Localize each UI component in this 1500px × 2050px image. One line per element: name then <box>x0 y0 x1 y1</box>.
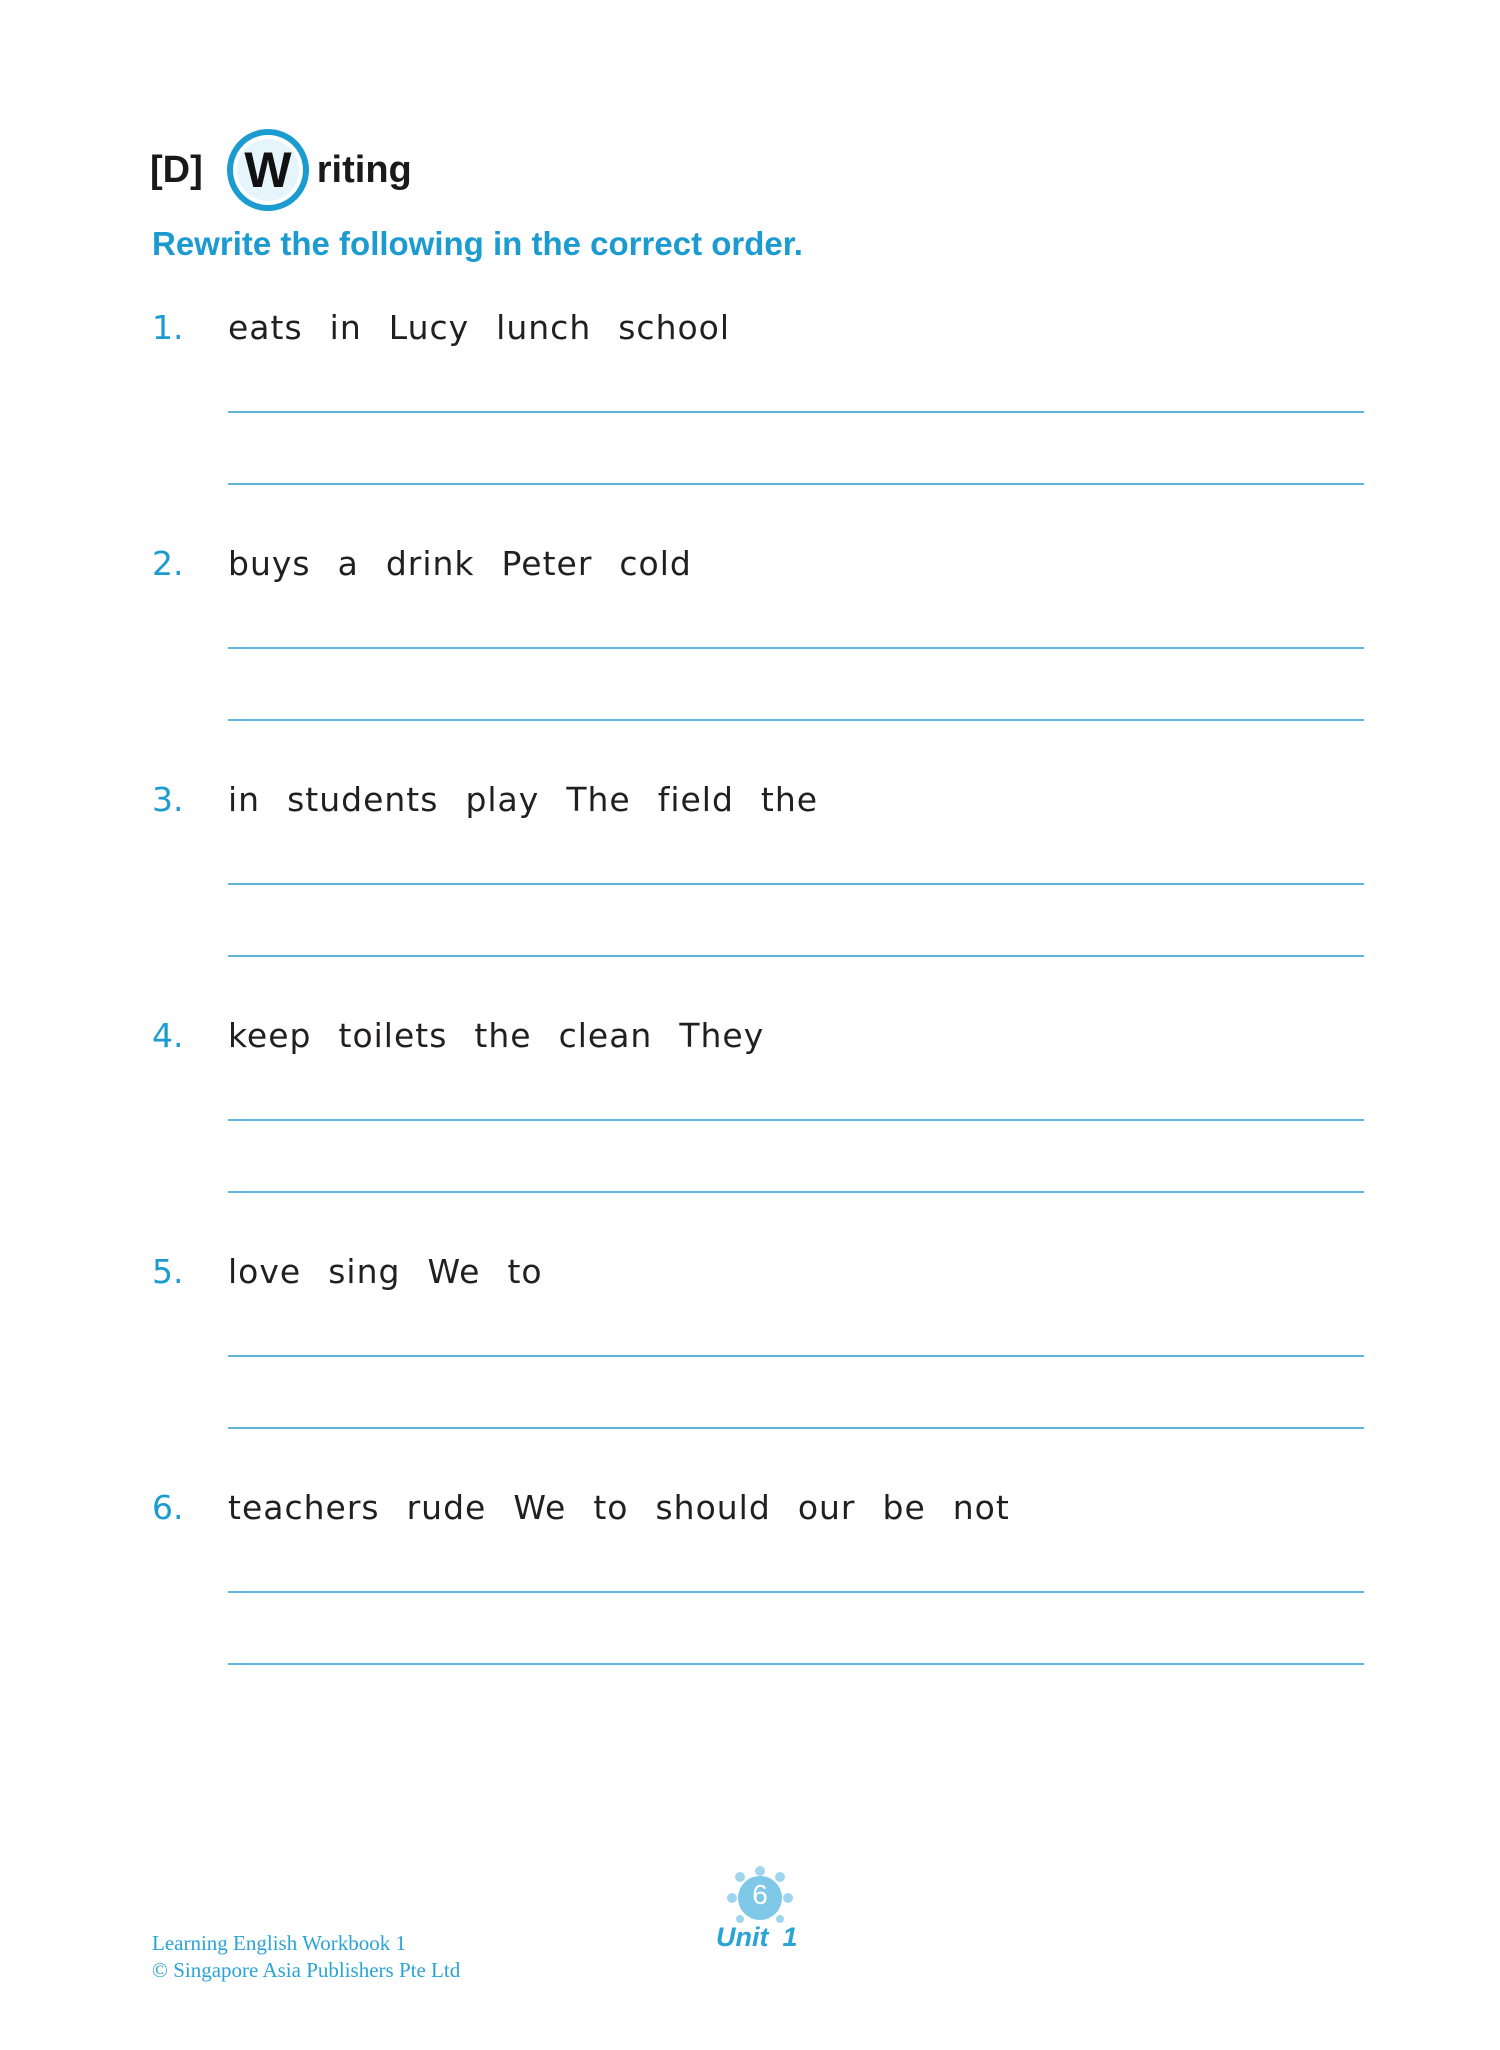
instruction-text: Rewrite the following in the correct order. <box>152 225 803 262</box>
answer-line[interactable] <box>228 1591 1364 1593</box>
scrambled-word: should <box>655 1488 771 1527</box>
scrambled-word: to <box>593 1488 629 1527</box>
writing-badge-icon <box>225 127 311 213</box>
scrambled-word: teachers <box>228 1488 380 1527</box>
scrambled-word: eats <box>228 308 303 347</box>
answer-line[interactable] <box>228 719 1364 721</box>
scrambled-word: sing <box>328 1252 401 1291</box>
scrambled-words <box>228 1488 1037 1527</box>
scrambled-words <box>228 1016 791 1055</box>
item-number: 4. <box>152 1016 184 1055</box>
answer-line[interactable] <box>228 955 1364 957</box>
answer-line[interactable] <box>228 1119 1364 1121</box>
page-number: 6 <box>752 1879 768 1910</box>
answer-line[interactable] <box>228 1663 1364 1665</box>
item-number: 1. <box>152 308 184 347</box>
scrambled-word: lunch <box>496 308 592 347</box>
scrambled-words <box>228 308 757 347</box>
scrambled-word: in <box>228 780 261 819</box>
item-number: 3. <box>152 780 184 819</box>
footer-credits <box>152 1930 460 1984</box>
scrambled-words <box>228 1252 570 1291</box>
scrambled-word: keep <box>228 1016 312 1055</box>
scrambled-word: Peter <box>501 544 593 583</box>
scrambled-word: We <box>513 1488 567 1527</box>
unit-word: Unit <box>716 1922 769 1952</box>
scrambled-word: clean <box>558 1016 653 1055</box>
badge-letter: W <box>244 142 292 198</box>
copyright-text: © Singapore Asia Publishers Pte Ltd <box>152 1958 461 1982</box>
answer-line[interactable] <box>228 411 1364 413</box>
unit-number: 1 <box>782 1922 798 1952</box>
scrambled-word: our <box>797 1488 856 1527</box>
answer-line[interactable] <box>228 883 1364 885</box>
scrambled-word: not <box>952 1488 1010 1527</box>
book-title: Learning English Workbook 1 <box>152 1931 406 1955</box>
scrambled-word: the <box>474 1016 532 1055</box>
scrambled-words <box>228 780 845 819</box>
item-number: 5. <box>152 1252 184 1291</box>
scrambled-word: the <box>760 780 819 819</box>
scrambled-word: cold <box>619 544 692 583</box>
scrambled-word: play <box>465 780 540 819</box>
scrambled-word: drink <box>385 544 475 583</box>
scrambled-word: students <box>287 780 439 819</box>
answer-line[interactable] <box>228 647 1364 649</box>
section-header <box>150 125 412 215</box>
scrambled-word: field <box>657 780 734 819</box>
scrambled-word: rude <box>406 1488 487 1527</box>
scrambled-word: love <box>228 1252 302 1291</box>
item-number: 2. <box>152 544 184 583</box>
scrambled-words <box>228 544 719 583</box>
scrambled-word: in <box>329 308 362 347</box>
item-number: 6. <box>152 1488 184 1527</box>
section-title: riting <box>316 148 412 191</box>
scrambled-word: buys <box>228 544 311 583</box>
scrambled-word: toilets <box>338 1016 448 1055</box>
scrambled-word: The <box>566 780 631 819</box>
answer-line[interactable] <box>228 1191 1364 1193</box>
unit-label <box>716 1922 798 1953</box>
scrambled-word: school <box>618 308 731 347</box>
scrambled-word: They <box>679 1016 765 1055</box>
scrambled-word: a <box>337 544 359 583</box>
answer-line[interactable] <box>228 483 1364 485</box>
answer-line[interactable] <box>228 1427 1364 1429</box>
answer-line[interactable] <box>228 1355 1364 1357</box>
scrambled-word: We <box>427 1252 481 1291</box>
scrambled-word: Lucy <box>388 308 470 347</box>
scrambled-word: be <box>882 1488 926 1527</box>
section-tag: [D] <box>150 148 203 191</box>
scrambled-word: to <box>507 1252 543 1291</box>
